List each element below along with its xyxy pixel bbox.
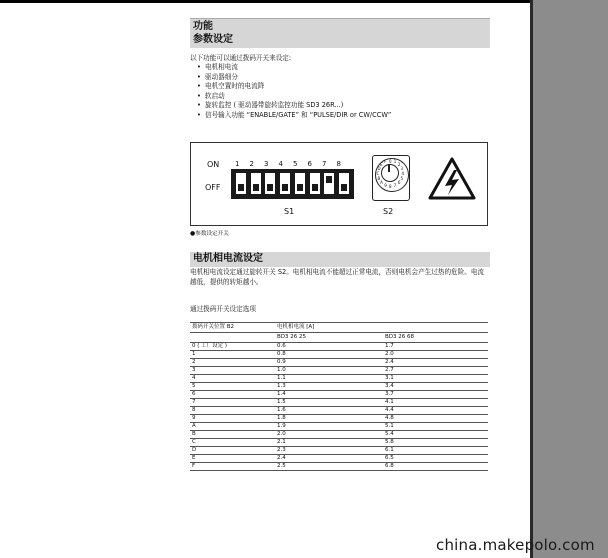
table-cell: 6.5 (383, 455, 488, 463)
table-cell: 9 (190, 415, 275, 423)
table-header-row (190, 323, 488, 333)
table-row (190, 391, 488, 399)
table-cell: 4.4 (383, 407, 488, 415)
table-cell: 0 ( 工厂设定 ) (190, 343, 275, 351)
caption-text: 参数设定开关 (195, 231, 229, 237)
s2-label: S2 (383, 207, 394, 216)
table-cell: 5.8 (383, 439, 488, 447)
dial-character: A (380, 179, 383, 185)
table-row (190, 415, 488, 423)
table-header-cell: 拨码开关位置 B2 (190, 323, 275, 333)
page-margin-gray (533, 0, 608, 558)
switch-numbers (235, 160, 351, 168)
table-cell: 0.6 (275, 343, 383, 351)
table-cell: C (190, 439, 275, 447)
table-row (190, 367, 488, 375)
current-table (190, 322, 488, 471)
current-section-title: 电机相电流设定 (190, 252, 490, 267)
table-body (190, 343, 488, 471)
table-row (190, 375, 488, 383)
table-cell: 0.8 (275, 351, 383, 359)
table-cell: 2.1 (275, 439, 383, 447)
table-subheader-cell: BD3 26 68 (383, 333, 488, 343)
switch-number: 2 (249, 160, 254, 168)
table-cell: F (190, 463, 275, 471)
dial-pointer (388, 164, 390, 172)
table-cell: 3 (190, 367, 275, 375)
table-cell: 1.4 (275, 391, 383, 399)
table-cell: B (190, 431, 275, 439)
table-title: 通过拨码开关设定选项 (190, 305, 256, 313)
table-cell: 0.9 (275, 359, 383, 367)
table-cell: 4.1 (383, 399, 488, 407)
dial-character: 3 (400, 166, 404, 172)
table-cell: 1.3 (275, 383, 383, 391)
table-cell: 5 (190, 383, 275, 391)
table-cell: 4 (190, 375, 275, 383)
list-item: • 旋转监控 ( 驱动器带旋转监控功能 SD3 26R...) (197, 101, 391, 111)
dip-switch-lever (265, 173, 275, 194)
dial-character: C (376, 171, 380, 176)
switch-number: 7 (322, 160, 327, 168)
section-title: 功能 (190, 18, 490, 35)
switch-diagram (190, 142, 488, 226)
switch-number: 8 (336, 160, 341, 168)
table-cell: 1.0 (275, 367, 383, 375)
table-cell: 8 (190, 407, 275, 415)
table-cell: 2.3 (275, 447, 383, 455)
switch-number: 6 (307, 160, 312, 168)
list-item: • 电机空置时的电流降 (197, 82, 391, 92)
s1-label: S1 (284, 207, 295, 216)
switch-number: 1 (235, 160, 240, 168)
dip-switch-lever (236, 173, 246, 194)
table-cell: 3.7 (383, 391, 488, 399)
dial-character: 1 (393, 159, 397, 165)
table-row (190, 359, 488, 367)
current-section-paragraph: 电机相电流设定通过旋转开关 S2。电机相电流不能超过正常电流，否则电机会产生过热的危险。电流越低，提供的转矩越小。 (190, 268, 485, 286)
switch-number: 3 (264, 160, 269, 168)
table-cell: 6 (190, 391, 275, 399)
list-item: • 驱动器细分 (197, 73, 391, 83)
dial-character: 2 (397, 162, 401, 168)
table-row (190, 423, 488, 431)
table-row (190, 431, 488, 439)
list-item: • 电机相电流 (197, 63, 391, 73)
page-top-border (0, 0, 608, 3)
dip-switch-lever (251, 173, 261, 194)
table-cell: 2.4 (383, 359, 488, 367)
dip-switch-lever (295, 173, 305, 194)
dial-character: B (377, 175, 381, 181)
table-cell: 1.9 (275, 423, 383, 431)
table-row (190, 383, 488, 391)
dial-character: 5 (400, 175, 404, 181)
table-cell: 6.1 (383, 447, 488, 455)
table-cell: 1.5 (275, 399, 383, 407)
table-cell: 1.7 (383, 343, 488, 351)
table-cell: E (190, 455, 275, 463)
feature-list (197, 63, 391, 121)
dip-switch-lever (324, 173, 334, 194)
table-cell: 2.4 (275, 455, 383, 463)
table-cell: 1.6 (275, 407, 383, 415)
high-voltage-warning-icon (428, 157, 476, 201)
table-cell: 5.4 (383, 431, 488, 439)
dial-character: E (380, 162, 383, 168)
dial-character: 8 (389, 183, 392, 189)
diagram-caption (190, 229, 229, 237)
table-row (190, 399, 488, 407)
table-row (190, 463, 488, 471)
table-row (190, 351, 488, 359)
dial-character: 7 (393, 182, 397, 188)
dial-character: 4 (401, 171, 405, 176)
dial-character: 9 (384, 182, 387, 188)
table-cell: 2.0 (275, 431, 383, 439)
table-cell: 1.1 (275, 375, 383, 383)
subsection-title: 参数设定 (190, 33, 490, 48)
dip-switch-lever (280, 173, 290, 194)
dip-switch-s1 (231, 169, 354, 199)
on-label: ON (207, 160, 220, 169)
switch-number: 4 (278, 160, 283, 168)
table-row (190, 407, 488, 415)
bullet-icon: ● (190, 230, 196, 237)
table-subheader-cell: BD3 26 25 (275, 333, 383, 343)
dip-switch-lever (339, 173, 349, 194)
table-cell: 3.1 (383, 375, 488, 383)
table-cell: D (190, 447, 275, 455)
watermark: china.makepolo.com (436, 536, 595, 554)
table-subheader-row (190, 333, 488, 343)
table-cell: 6.8 (383, 463, 488, 471)
table-cell: 3.4 (383, 383, 488, 391)
table-cell (190, 333, 275, 343)
dial-character: D (377, 166, 381, 172)
table-cell: 7 (190, 399, 275, 407)
switch-number: 5 (293, 160, 298, 168)
table-header-cell: 电机相电流 [A] (275, 323, 488, 333)
dial-knob (381, 164, 399, 182)
table-row (190, 447, 488, 455)
table-cell: 2.0 (383, 351, 488, 359)
table-cell: 2.7 (383, 367, 488, 375)
off-label: OFF (205, 183, 221, 192)
intro-text: 以下功能可以通过拨码开关来设定: (190, 54, 292, 62)
table-cell: 1 (190, 351, 275, 359)
table-row (190, 343, 488, 351)
rotary-switch-s2 (372, 155, 410, 201)
table-cell: 2.5 (275, 463, 383, 471)
table-row (190, 455, 488, 463)
dip-switch-lever (310, 173, 320, 194)
table-row (190, 439, 488, 447)
table-cell: 4.8 (383, 415, 488, 423)
table-cell: A (190, 423, 275, 431)
list-item: • 软启动 (197, 92, 391, 102)
dial-character: F (384, 159, 387, 165)
list-item: • 信号输入功能 “ENABLE/GATE” 和 “PULSE/DIR or CW/CCW” (197, 111, 391, 121)
table-cell: 5.1 (383, 423, 488, 431)
dial-character: 6 (397, 179, 401, 185)
dial-character: 0 (389, 158, 392, 164)
table-cell: 2 (190, 359, 275, 367)
table-cell: 1.8 (275, 415, 383, 423)
